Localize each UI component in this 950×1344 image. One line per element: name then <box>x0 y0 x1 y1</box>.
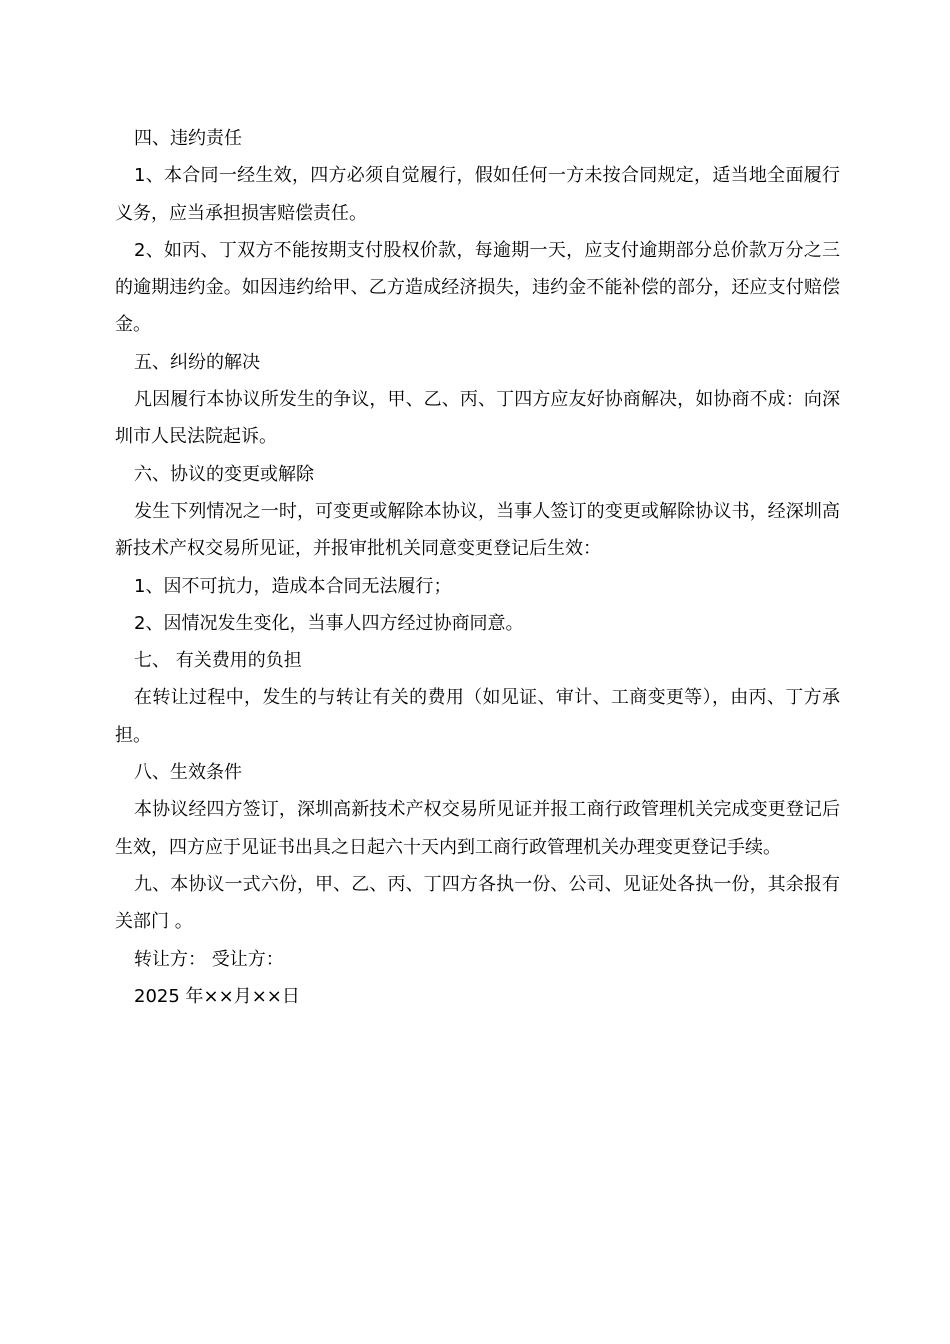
clause-paragraph: 在转让过程中，发生的与转让有关的费用（如见证、审计、工商变更等），由丙、丁方承担。 <box>115 687 840 746</box>
date-line: 2025 年××月××日 <box>134 985 300 1007</box>
clause-paragraph: 九、本协议一式六份，甲、乙、丙、丁四方各执一份、公司、见证处各执一份，其余报有关部门 。 <box>115 873 840 933</box>
clause-paragraph: 2、如丙、丁双方不能按期支付股权价款，每逾期一天，应支付逾期部分总价款万分之三的逾期违约金。如因违约给甲、乙方造成经济损失，违约金不能补偿的部分，还应支付赔偿金。 <box>115 239 840 336</box>
clause-paragraph: 1、因不可抗力，造成本合同无法履行； <box>134 575 452 597</box>
signature-parties-line: 转让方： 受让方： <box>134 948 284 970</box>
clause-paragraph: 1、本合同一经生效，四方必须自觉履行，假如任何一方未按合同规定，适当地全面履行义务，应当承担损害赔偿责任。 <box>115 165 840 224</box>
clause-paragraph: 本协议经四方签订，深圳高新技术产权交易所见证并报工商行政管理机关完成变更登记后生效，四方应于见证书出具之日起六十天内到工商行政管理机关办理变更登记手续。 <box>115 799 840 858</box>
section-heading-amendment-termination: 六、协议的变更或解除 <box>134 463 314 485</box>
clause-paragraph: 2、因情况发生变化，当事人四方经过协商同意。 <box>134 612 524 634</box>
section-heading-effective-conditions: 八、生效条件 <box>134 762 242 784</box>
section-heading-breach-liability: 四、违约责任 <box>134 128 242 149</box>
clause-paragraph: 凡因履行本协议所发生的争议，甲、乙、丙、丁四方应友好协商解决，如协商不成：向深圳市人民法院起诉。 <box>115 389 840 448</box>
document-body <box>115 120 840 1015</box>
clause-paragraph: 发生下列情况之一时，可变更或解除本协议，当事人签订的变更或解除协议书，经深圳高新技术产权交易所见证，并报审批机关同意变更登记后生效： <box>115 500 840 560</box>
section-heading-dispute-resolution: 五、纠纷的解决 <box>134 351 260 373</box>
section-heading-expenses: 七、 有关费用的负担 <box>134 650 302 672</box>
